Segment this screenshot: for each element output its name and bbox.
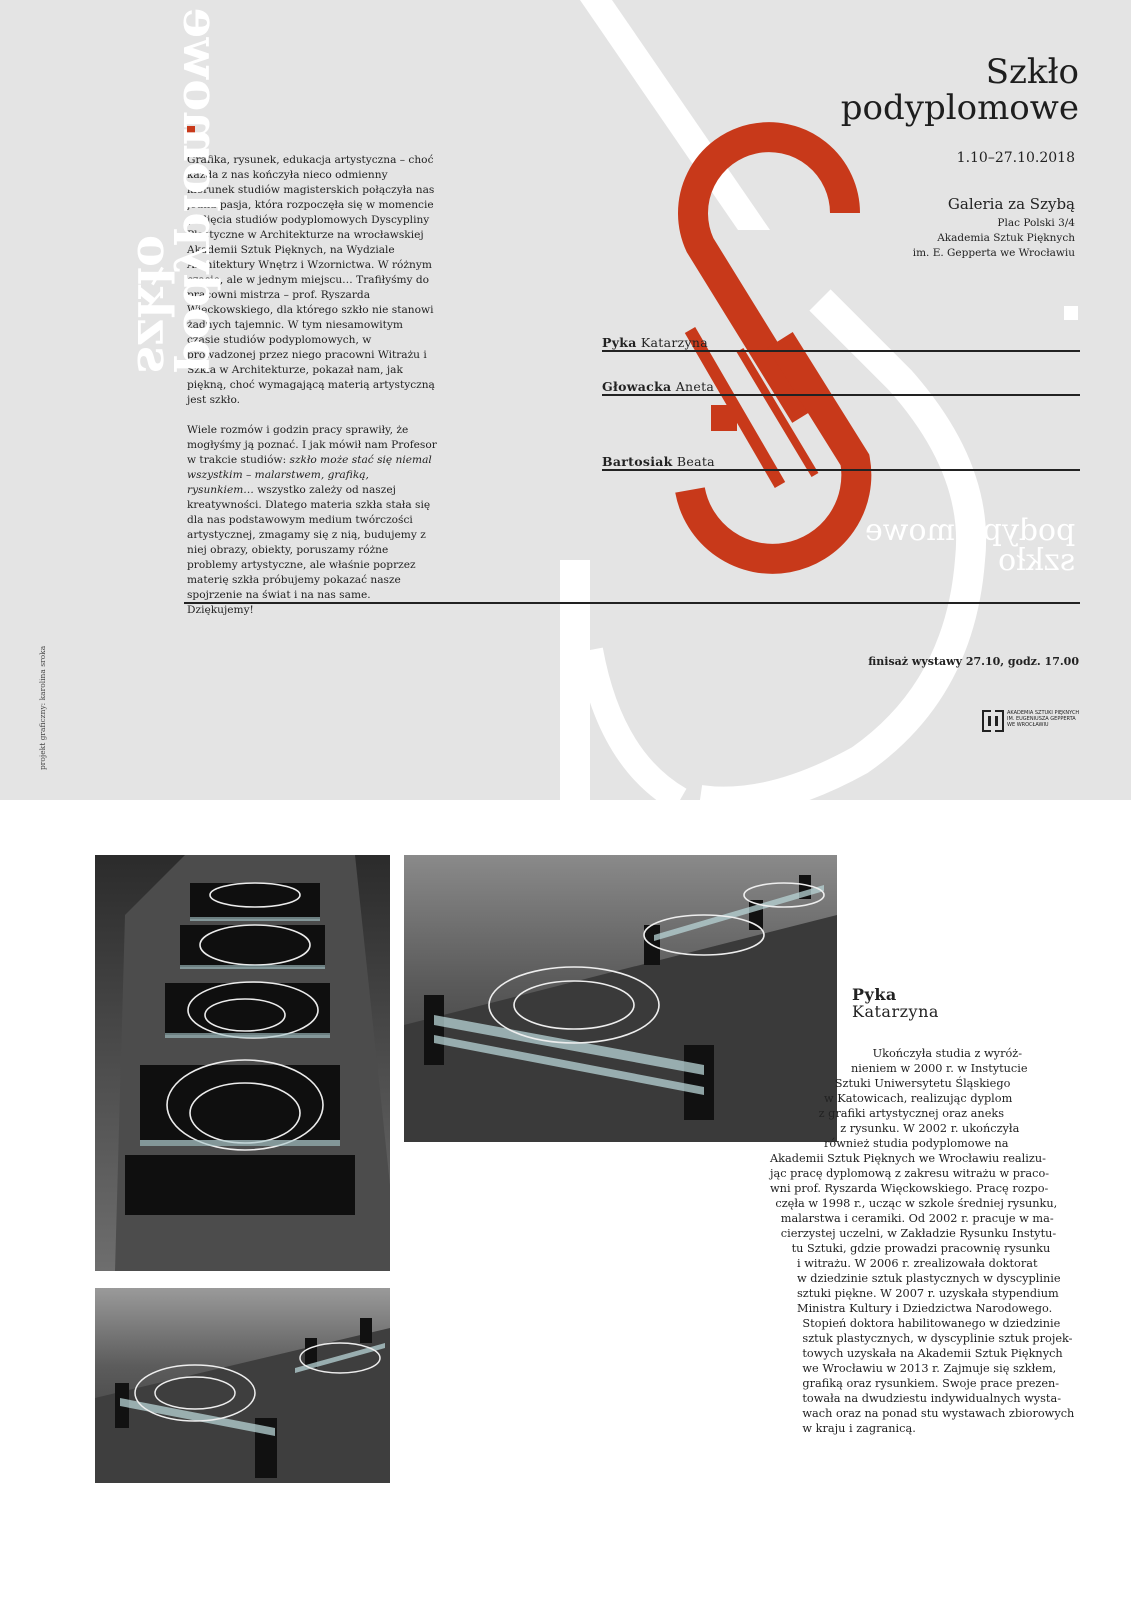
bio-line: w Katowicach, realizując dyplom [824,1092,1013,1105]
logo-line: AKADEMIA SZTUKI PIĘKNYCH [1007,710,1080,716]
vertical-title [126,7,228,373]
bio-line: z rysunku. W 2002 r. ukończyła [840,1122,1020,1135]
mirrored-title [864,513,1075,578]
bio-line: Sztuki Uniwersytetu Śląskiego [834,1077,1011,1090]
bio-line: w kraju i zagranicą. [802,1422,916,1435]
intro-paragraph: Grafika, rysunek, edukacja artystyczna – choć każda z nas kończyła nieco odmienny kierunek studiów magisterskich połączyła nas jedna pasja, która rozpoczęła się w momencie podjęcia studiów podyplomowych Dyscypliny Plastyczne w Architekturze na wrocławskiej Akademii Sztuk Pięknych, na Wydziale Architektury Wnętrz i Wzornictwa. W różnym czasie, ale w jednym miejscu… Trafiłyśmy do pracowni mistrza – prof. Ryszarda Więckowskiego, dla którego szkło nie stanowi żadnych tajemnic. W tym niesamowitym czasie studiów podyplomowych, w prowadzonej przez niego pracowni Witrażu i Szkła w Architekturze, pokazał nam, jak piękną, choć wymagającą materią artystyczną jest szkło. [187,154,435,406]
vertical-line: podyplomowe [172,7,228,373]
design-credit: projekt graficzny: karolina sroka [38,645,47,770]
academy-logo [980,708,1080,736]
bio-line: częła w 1998 r., ucząc w szkole średniej rysunku, [775,1197,1058,1210]
bio-line: Akademii Sztuk Pięknych we Wrocławiu realizu- [770,1152,1046,1165]
academy-emblem-icon [982,710,1004,732]
bio-line: tu Sztuki, gdzie prowadzi pracownię rysunku [791,1242,1051,1255]
bio-line: również studia podyplomowe na [824,1137,1009,1150]
bio-first-name: Katarzyna [852,1002,939,1021]
bio-line: cierzystej uczelni, w Zakładzie Rysunku Instytu- [780,1227,1057,1240]
bio-line: z grafiki artystycznej oraz aneks [818,1107,1005,1120]
artist-first-name: Beata [676,454,715,469]
bio-line: towała na dwudziestu indywidualnych wysta- [802,1392,1062,1405]
poster-title [841,54,1079,126]
bio-line: w dziedzinie sztuk plastycznych w dyscyplinie [797,1272,1061,1285]
bio-surname: Pyka [852,985,897,1004]
artist-surname: Bartosiak [602,454,673,469]
artist-name [602,454,715,469]
bio-artist-name [852,986,939,1020]
artist-first-name: Aneta [675,379,715,394]
photo-glass-row-angled-graphic [95,855,390,1271]
bio-line: sztuk plastycznych, w dyscyplinie sztuk projek- [802,1332,1073,1345]
bio-line: Ukończyła studia z wyróż- [872,1047,1023,1060]
bio-line: malarstwa i ceramiki. Od 2002 r. pracuje w ma- [780,1212,1054,1225]
photo-glass-pair-close-graphic [95,1288,390,1483]
exhibition-dates: 1.10–27.10.2018 [956,150,1075,166]
vertical-line: szkło [126,234,182,373]
finissage-info: finisaż wystawy 27.10, godz. 17.00 [868,655,1079,668]
bio-line: Stopień doktora habilitowanego w dziedzinie [802,1317,1061,1330]
bio-text [770,1046,1075,1436]
name-rule [602,394,1080,396]
artist-name [602,379,714,394]
address-line: Plac Polski 3/4 [997,217,1075,229]
bio-line: sztuki piękne. W 2007 r. uzyskała stypendium [797,1287,1059,1300]
name-rule [602,469,1080,471]
bio-line: nieniem w 2000 r. w Instytucie [851,1062,1028,1075]
intro-quote: szkło może stać się niemal wszystkim – malarstwem, grafiką, rysunkiem… [187,454,432,496]
accent-square [711,405,737,431]
title-line: podyplomowe [840,88,1079,128]
bio-line: jąc pracę dyplomową z zakresu witrażu w praco- [770,1167,1050,1180]
artist-surname: Głowacka [602,379,672,394]
bio-line: i witrażu. W 2006 r. zrealizowała doktorat [797,1257,1038,1270]
title-line: Szkło [985,52,1079,92]
white-square [1064,306,1078,320]
logo-line: IM. EUGENIUSZA GEPPERTA [1007,716,1076,722]
bio-line: grafiką oraz rysunkiem. Swoje prace prezen- [802,1377,1060,1390]
gallery-address [913,216,1075,261]
bio-line: wni prof. Ryszarda Więckowskiego. Pracę rozpo- [770,1182,1049,1195]
photo-glass-pair-close [95,1288,390,1483]
address-line: Akademia Sztuk Pięknych [937,232,1075,244]
name-rule [602,350,1080,352]
academy-logo-text [1007,710,1079,728]
intro-text-part: wszystko zależy od naszej kreatywności. Dlatego materia szkła stała się dla nas podstawowym medium twórczości artystycznej, zmagamy się z nią, budujemy z niej obrazy, obiekty, poruszamy różne problemy artystyczne, ale właśnie poprzez materię szkła próbujemy pokazać nasze spojrzenie na świat i na nas same. Dziękujemy! [187,484,431,616]
section-rule [184,602,1080,604]
address-line: im. E. Gepperta we Wrocławiu [912,247,1075,259]
mirrored-line: podyplomowe [864,513,1075,548]
mirrored-line: szkło [997,543,1075,578]
bio-line: towych uzyskała na Akademii Sztuk Pięknych [802,1347,1063,1360]
artist-name [602,335,708,350]
bio-line: wach oraz na ponad stu wystawach zbiorowych [802,1407,1075,1420]
bio-line: we Wrocławiu w 2013 r. Zajmuje się szkłem, [802,1362,1057,1375]
logo-line: WE WROCŁAWIU [1007,722,1049,728]
bio-line: Ministra Kultury i Dziedzictwa Narodowego. [797,1302,1053,1315]
intro-paragraph [187,423,437,618]
intro-text-part: Wiele rozmów i godzin pracy sprawiły, że mogłyśmy ją poznać. I jak mówił nam Profesor w trakcie studiów: [187,424,437,466]
artist-first-name: Katarzyna [640,335,708,350]
photo-glass-row-angled [95,855,390,1271]
artist-surname: Pyka [602,335,637,350]
gallery-name: Galeria za Szybą [947,195,1075,213]
